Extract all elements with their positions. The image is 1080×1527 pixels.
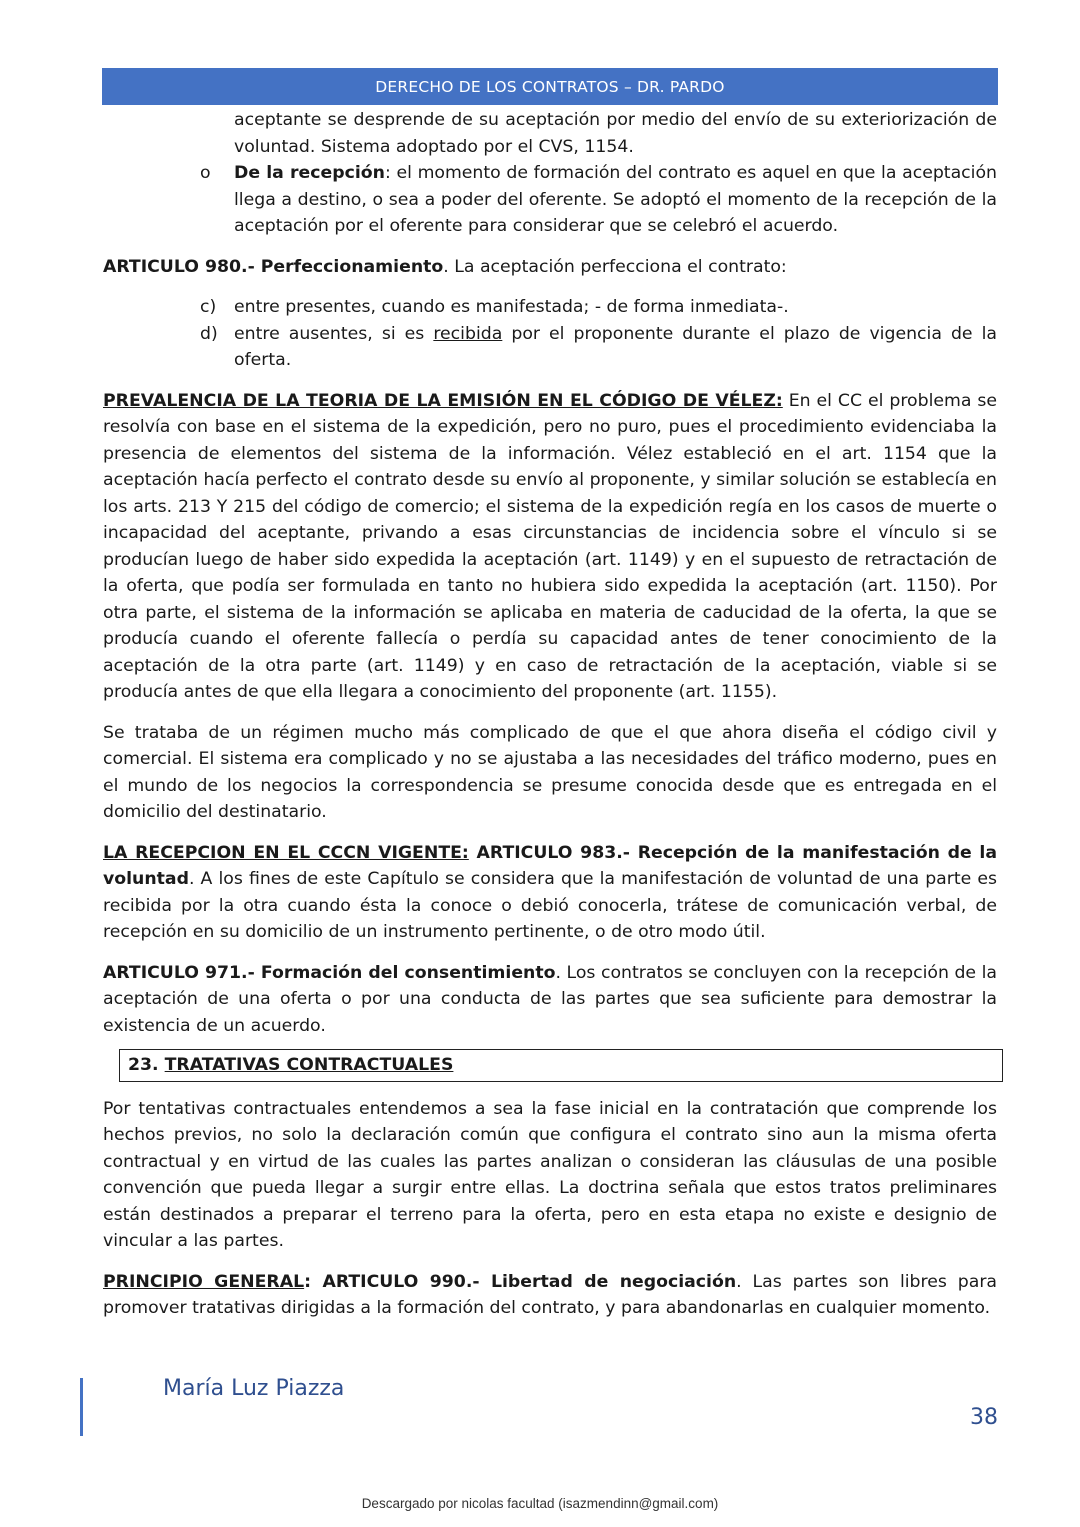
header-title: DERECHO DE LOS CONTRATOS – DR. PARDO <box>375 77 725 96</box>
bullet-text: : el momento de formación del contrato es aquel en que la aceptación llega a destino, o sea a poder del oferente. Se adoptó el momento de la recepción de la aceptación por el oferente para considerar que se celebró el acuerdo. <box>234 163 997 236</box>
art980-label: ARTICULO 980.- Perfeccionamiento <box>103 256 444 277</box>
prevalencia-heading: PREVALENCIA DE LA TEORIA DE LA EMISIÓN EN EL CÓDIGO DE VÉLEZ: <box>103 390 783 411</box>
download-note: Descargado por nicolas facultad (isazmendinn@gmail.com) <box>361 1496 719 1511</box>
section-title: TRATATIVAS CONTRACTUALES <box>164 1055 454 1075</box>
document-body <box>103 107 997 1336</box>
intro-continuation: aceptante se desprende de su aceptación por medio del envío de su exteriorización de voluntad. Sistema adoptado por el CVS, 1154. <box>234 110 997 157</box>
principio-text: . Las partes son libres para promover tratativas dirigidas a la formación del contrato, y para abandonarlas en cualquier momento. <box>103 1271 998 1318</box>
bullet-marker: o <box>200 163 211 183</box>
item-text: entre presentes, cuando es manifestada; - de forma inmediata-. <box>234 297 789 317</box>
recepcion-text: . A los fines de este Capítulo se considera que la manifestación de voluntad de una parte es recibida por la otra cuando ésta la conoce o debió conocerla, trátese de comunicación verbal, de recepción en su domicilio de un instrumento pertinente, o de otro modo útil. <box>103 869 997 942</box>
regimen-paragraph: Se trataba de un régimen mucho más complicado de que el que ahora diseña el código civil y comercial. El sistema era complicado y no se ajustaba a las necesidades del tráfico moderno, pues en el mundo de los negocios la correspondencia se presume conocida desde que es entregada en el domicilio del destinatario. <box>103 722 997 822</box>
principio-article: ARTICULO 990.- Libertad de negociación <box>311 1271 737 1292</box>
item-text: entre ausentes, si es <box>234 323 434 344</box>
principio-colon: : <box>304 1271 312 1292</box>
footer-rule <box>80 1378 83 1436</box>
art980-item-c <box>103 294 997 321</box>
item-underlined: recibida <box>433 323 503 344</box>
item-marker: c) <box>200 297 217 317</box>
recepcion-paragraph <box>103 840 997 946</box>
principio-paragraph <box>103 1269 997 1322</box>
art971-text: . Los contratos se concluyen con la recepción de la aceptación de una oferta o por una conducta de las partes que sea suficiente para demostrar la existencia de un acuerdo. <box>103 962 997 1036</box>
page-header <box>102 68 998 105</box>
bullet-label: De la recepción <box>234 163 385 183</box>
tentativas-paragraph: Por tentativas contractuales entendemos a sea la fase inicial en la contratación que comprende los hechos previos, no solo la declaración común que configura el contrato sino aun la misma oferta contractual y en virtud de las cuales las partes analizan o consideran las cláusulas de una posible convención que pueda llegar a surgir entre ellas. La doctrina señala que estos tratos preliminares están destinados a preparar el terreno para la oferta, pero en esta etapa no existe e designio de vincular a las partes. <box>103 1098 997 1251</box>
recepcion-heading: LA RECEPCION EN EL CCCN VIGENTE: <box>103 842 469 863</box>
art971-paragraph <box>103 960 997 1040</box>
section-number: 23. <box>128 1055 165 1075</box>
author-name: María Luz Piazza <box>163 1376 345 1401</box>
art980-paragraph <box>103 254 997 281</box>
item-marker: d) <box>200 323 218 344</box>
prevalencia-paragraph <box>103 388 997 706</box>
recepcion-article: ARTICULO 983.- Recepción de la manifestación de la voluntad <box>103 842 997 889</box>
prevalencia-text: En el CC el problema se resolvía con base en el sistema de la expedición, pero no puro, pues el procedimiento evidenciaba la presencia de elementos del sistema de la información. Vélez estableció en el art. 1154 que la aceptación hacía perfecto el contrato desde su envío al proponente, y similar solución se establecía en los arts. 213 Y 215 del código de comercio; el sistema de la expedición regía en los casos de muerte o incapacidad del aceptante, privando a esas circunstancias de incidencia sobre el vínculo si se producían luego de haber sido expedida la aceptación (art. 1149) y en el supuesto de retractación de la oferta, que podía ser formulada en tanto no hubiera sido expedida la aceptación (art. 1150). Por otra parte, el sistema de la información se aplicaba en materia de caducidad de la oferta, la que se producía cuando el oferente fallecía o perdía su capacidad antes de tener conocimiento de la aceptación de la otra parte (art. 1149) y en caso de retractación de la aceptación, viable si se producía antes de que ella llegara a conocimiento del proponente (art. 1155). <box>103 390 998 702</box>
page-number: 38 <box>970 1405 998 1430</box>
art980-item-d <box>103 321 997 374</box>
section-heading-23 <box>119 1049 1003 1082</box>
principio-heading: PRINCIPIO GENERAL <box>103 1271 305 1292</box>
bullet-recepcion <box>103 160 997 240</box>
art971-label: ARTICULO 971.- Formación del consentimiento <box>103 962 556 983</box>
art980-text: . La aceptación perfecciona el contrato: <box>443 256 787 277</box>
item-text-after: por el proponente durante el plazo de vigencia de la oferta. <box>234 323 997 370</box>
